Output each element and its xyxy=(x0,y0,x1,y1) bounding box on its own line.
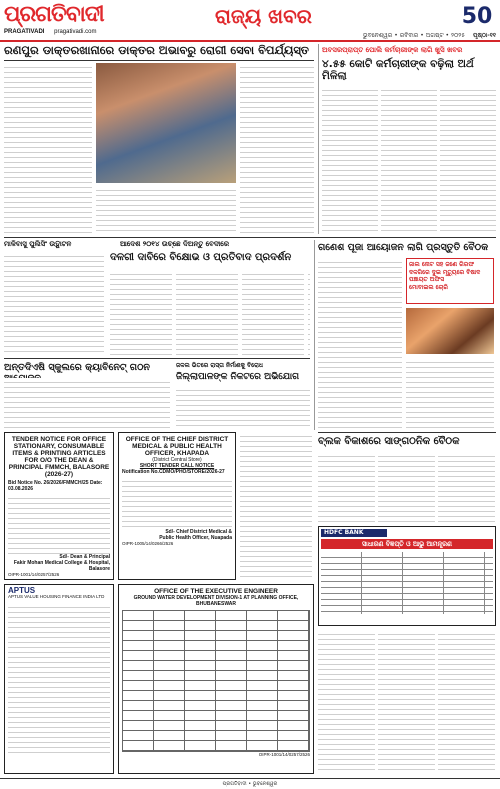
sidebar-box xyxy=(406,258,494,304)
sidebar-item[interactable]: ଦଳଗିରେ ଦୁଇ ମୃତ୍ୟୁରେ ବିଷାଦ xyxy=(409,268,481,276)
divider xyxy=(4,237,496,238)
dateline xyxy=(300,32,496,40)
cdmo-body xyxy=(122,477,232,529)
ganesh-headline: ଗଣେଶ ପୂଜା ଆୟୋଜନ ଲାଗି ପ୍ରସ୍ତୁତି ବୈଠକ xyxy=(318,242,489,253)
page-footer: ପ୍ରଗତିବାଦୀ • ଭୁବନେଶ୍ୱର xyxy=(0,778,500,789)
divider xyxy=(4,60,314,61)
school-body xyxy=(4,378,170,428)
sidebar-item[interactable]: ଜାଲ ନୋଟ ସହ ଜଣେ ଗିରଫ xyxy=(409,261,475,268)
right-top-kicker: ଅବସରପ୍ରାପ୍ତ ପୋଲି କର୍ମଚାରୀଙ୍କ ଲାଗି ଖୁସି ଖବର xyxy=(322,46,463,54)
logo-subtitle xyxy=(4,29,150,35)
tender-ref: Bid Notice No. 26/2026/FMMCH/25 Date: 03.08.2026 xyxy=(8,480,103,492)
ganesh-photo[interactable] xyxy=(406,308,494,354)
exec-engineer-ad[interactable] xyxy=(118,584,314,774)
tender-signoff: Sd/- Dean & Principal Fakir Mohan Medical College & Hospital, Balasore xyxy=(13,554,110,572)
protest-body xyxy=(110,270,310,355)
right-top-body xyxy=(322,86,496,234)
aptus-notice-ad[interactable] xyxy=(4,584,114,774)
lead-headline: ରଣପୁର ଡାକ୍ତରଖାନାରେ ଡାକ୍ତର ଅଭାବରୁ ରୋଗୀ ସେବା ବିପର୍ଯ୍ୟସ୍ତ xyxy=(4,43,310,57)
small-left-body xyxy=(4,252,104,355)
hdfc-brand: HDFC BANK xyxy=(321,529,387,537)
column-divider xyxy=(318,44,319,234)
lead-body-col3 xyxy=(240,63,314,233)
tender-code: OIPR-1001/14/0257/2526 xyxy=(8,572,60,577)
block-body xyxy=(318,452,496,522)
bridge-kicker: ଜଳଲ ଭିତରେ ରାସ୍ତା ନିର୍ମାଣକୁ ବିରୋଧ xyxy=(176,362,263,369)
aptus-brand: APTUS xyxy=(8,586,36,595)
protest-kicker: ଆଦେଶ ୨୦୧୪ ଉଚ୍ଛେ ଦିଅନ୍ତୁ ବେଦୀରେ xyxy=(120,240,230,248)
exec-sub: GROUND WATER DEVELOPMENT DIVISION-1 AT PLANNING OFFICE, BHUBANESWAR xyxy=(133,595,299,607)
page-number: ପୃଷ୍ଠା-୧୧ xyxy=(472,32,496,39)
bridge-headline: ଜିଲ୍ଲାପାଳଙ୍କ ନିକଟରେ ଅଭିଯୋଗ xyxy=(176,372,300,382)
school-headline: ଅନ୍ତଦିଏଷି ସ୍କୁଲରେ କ୍ୟାବିନେଟ୍ ଗଠନ xyxy=(4,362,150,373)
logo-english: PRAGATIVADI xyxy=(4,29,45,35)
lead-photo[interactable] xyxy=(96,63,236,183)
section-title: ରାଜ୍ୟ ଖବର xyxy=(215,4,312,28)
cdmo-ref: Notification No.CDMO/PHO/STORE/2026-27 xyxy=(122,469,225,475)
divider xyxy=(4,358,310,359)
tender-notice-ad[interactable] xyxy=(4,432,114,580)
mid-column-body xyxy=(240,432,312,580)
hdfc-title: ସାଧାରଣ ବିଜ୍ଞପ୍ତି ଓ ଆଭୁ ଆମନ୍ତ୍ରଣ xyxy=(321,539,493,549)
cdmo-title: OFFICE OF THE CHIEF DISTRICT MEDICAL & PUBLIC HEALTH OFFICER, KHAPADA xyxy=(125,436,229,457)
exec-code: OIPR-1001/14/0257/2526 xyxy=(258,752,310,757)
ganesh-body xyxy=(318,258,402,428)
tender-title: TENDER NOTICE FOR OFFICE STATIONARY, CONSUMABLE ITEMS & PRINTING ARTICLES FOR O/O THE DEAN & PRINCIPAL FMMCH, BALASORE (2026-27) xyxy=(8,436,110,478)
aptus-body xyxy=(8,603,110,753)
cdmo-tender: SHORT TENDER CALL NOTICE xyxy=(139,463,215,469)
small-left-headline: ମାଳିବାସୁ ପୁଲିସିଂ ଉଦ୍ଘାଟନ xyxy=(4,240,72,248)
block-headline: ବ୍ଲକ ବିକାଶରେ ସାଙ୍ଗଠନିକ ବୈଠକ xyxy=(318,436,460,447)
sidebar-item[interactable]: ମୋବାଇଲ ଚୋରି xyxy=(409,283,448,291)
sidebar-item[interactable]: ପଞ୍ଚାୟତ ଅଫିସ xyxy=(409,276,445,283)
cdmo-notice-ad[interactable] xyxy=(118,432,236,580)
exec-table xyxy=(122,610,310,752)
column-divider xyxy=(314,240,315,430)
sidebar-body xyxy=(406,358,494,430)
right-top-headline: ୪.୫୫ କୋଟି କର୍ମଚାରୀଙ୍କ ବଢ଼ିଲା ଅର୍ଥ ମିଳିଲା xyxy=(322,58,474,82)
cdmo-code: OIPR-1005/14/0266/2526 xyxy=(122,541,174,546)
cdmo-signoff: Sd/- Chief District Medical & Public Health Officer, Nuapada xyxy=(159,529,232,541)
hdfc-body xyxy=(321,552,493,614)
bottom-right-body xyxy=(318,630,496,774)
hdfc-notice-ad[interactable] xyxy=(318,526,496,626)
lead-body-col1 xyxy=(4,63,92,233)
cdmo-sub: (District Central Store) xyxy=(152,457,202,463)
aptus-text: APTUS VALUE HOUSING FINANCE INDIA LTD xyxy=(8,594,105,599)
divider xyxy=(318,432,496,433)
date-text: ଭୁବନେଶ୍ୱର • ରବିବାର • ଅଗଷ୍ଟ • ୨୦୨୫ xyxy=(362,32,466,39)
newspaper-logo[interactable]: ପ୍ରଗତିବାଦୀ xyxy=(4,3,150,29)
anniversary-badge: 50 xyxy=(461,4,493,29)
protest-headline: ଦଳଗୀ ଦାବିରେ ବିକ୍ଷୋଭ ଓ ପ୍ରତିବାଦ ପ୍ରଦର୍ଶନ xyxy=(110,252,292,263)
lead-body-col2 xyxy=(96,186,236,233)
tender-body xyxy=(8,494,110,554)
logo-website: pragativadi.com xyxy=(54,29,97,35)
exec-title: OFFICE OF THE EXECUTIVE ENGINEER xyxy=(154,588,278,595)
bridge-body xyxy=(176,386,310,428)
